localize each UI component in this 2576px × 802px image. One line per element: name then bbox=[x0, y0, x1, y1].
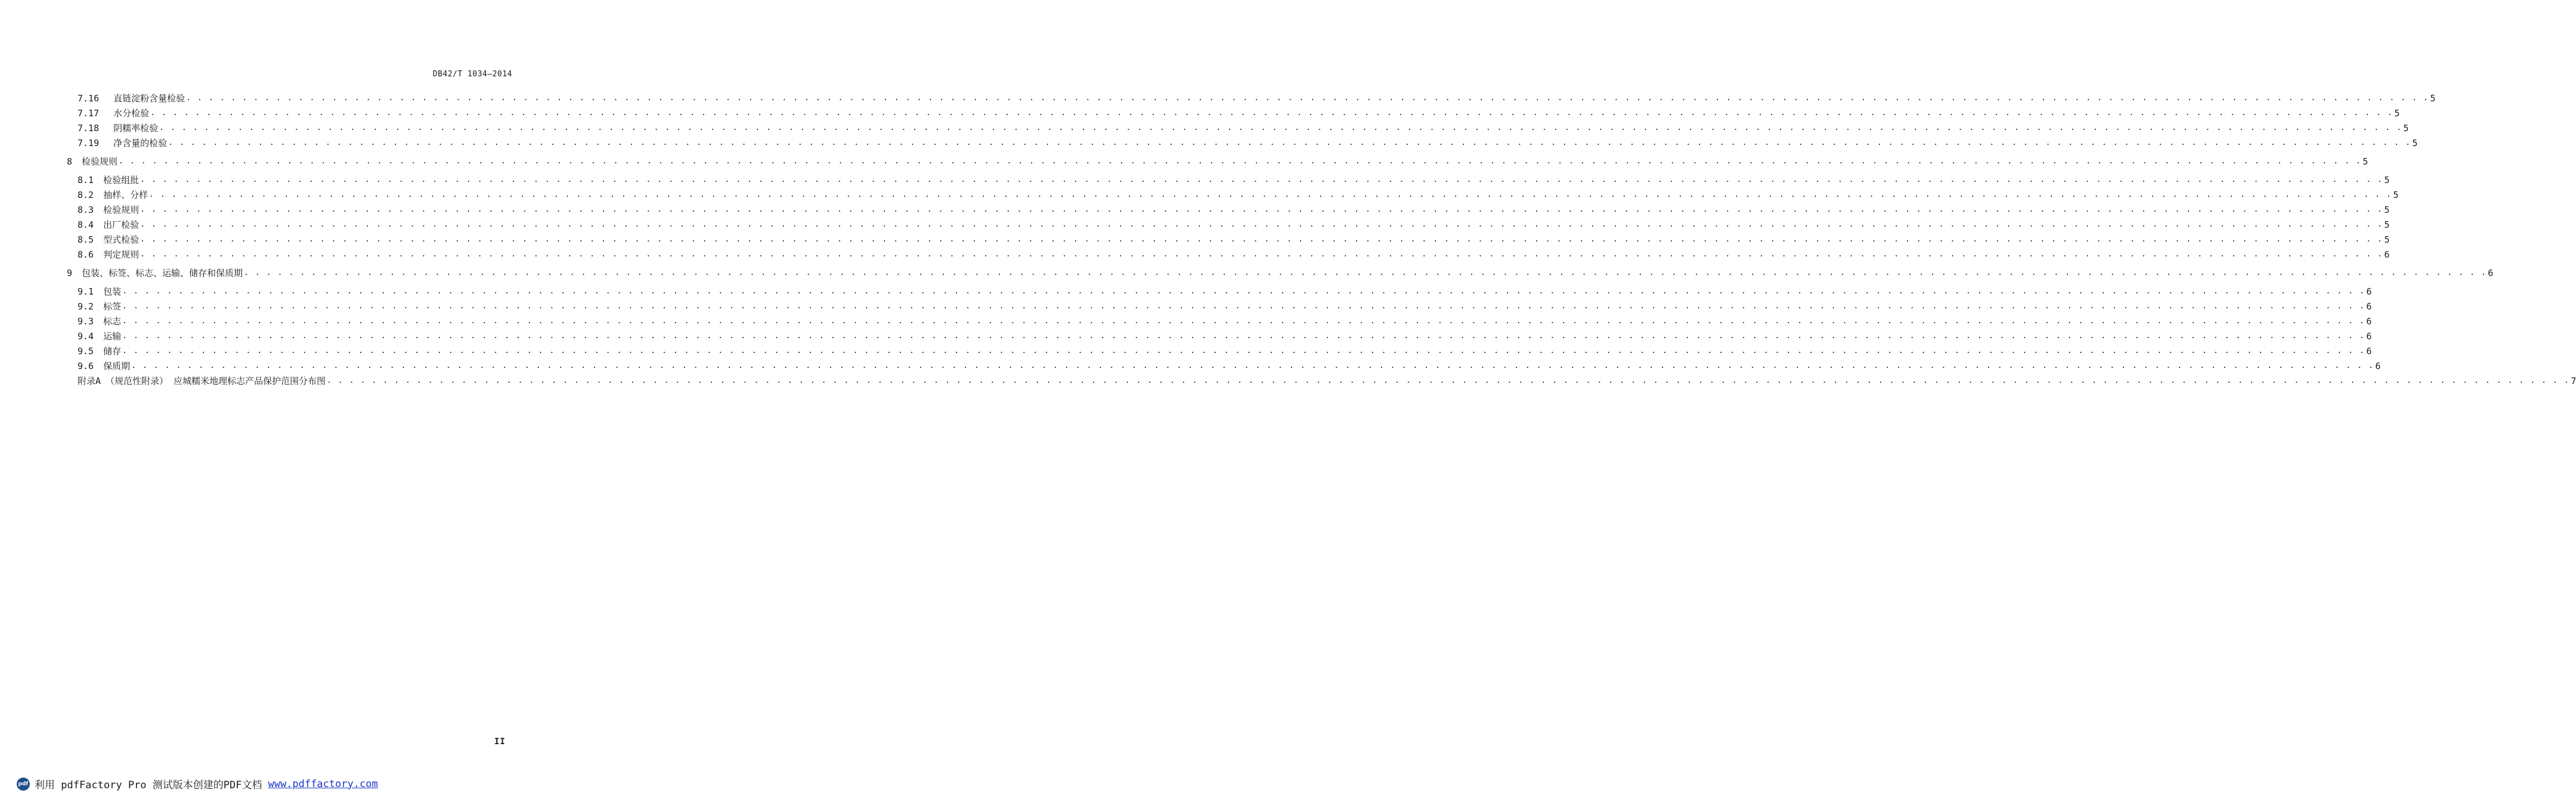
toc-number: 附录A bbox=[78, 376, 101, 386]
toc-page-number: 5 bbox=[2384, 175, 2390, 185]
toc-number: 8.4 bbox=[78, 219, 94, 230]
toc-title: 检验组批 bbox=[103, 175, 140, 185]
toc-row[interactable] bbox=[78, 248, 2390, 261]
toc-row[interactable] bbox=[78, 315, 2372, 328]
toc-leader-dots: . . . . . . . . . . . . . . . . . . . . . . . . . . . . . . . . . . . . . . . . . . . . . . . . . . . . . . . . . . . . . . . . . . . . . . . . . . . . . . . . . . . . . . . . . . . . . . . . . . . . . . . . . . . . . . . . . . . . . . . . . . . . . . . . . . . . . . . . . . . . . . . . . . . . . . . . . . . . . . . . . . . . . . . . . . . . . . . . . . . . . . . . . . . . . . . . . . . . . . . . bbox=[140, 175, 2383, 184]
toc-number: 8.1 bbox=[78, 175, 94, 185]
toc-leader-dots: . . . . . . . . . . . . . . . . . . . . . . . . . . . . . . . . . . . . . . . . . . . . . . . . . . . . . . . . . . . . . . . . . . . . . . . . . . . . . . . . . . . . . . . . . . . . . . . . . . . . . . . . . . . . . . . . . . . . . . . . . . . . . . . . . . . . . . . . . . . . . . . . . . . . . . . . . . . . . . . . . . . . . . . . . . . . . . . . . . . . . . . . . . . . . . . . . . . . . . . . bbox=[119, 157, 2362, 166]
toc-title: 包装 bbox=[103, 286, 122, 297]
toc-row[interactable] bbox=[78, 188, 2399, 202]
toc-page-number: 6 bbox=[2366, 301, 2372, 312]
toc-leader-dots: . . . . . . . . . . . . . . . . . . . . . . . . . . . . . . . . . . . . . . . . . . . . . . . . . . . . . . . . . . . . . . . . . . . . . . . . . . . . . . . . . . . . . . . . . . . . . . . . . . . . . . . . . . . . . . . . . . . . . . . . . . . . . . . . . . . . . . . . . . . . . . . . . . . . . . . . . . . . . . . . . . . . . . . . . . . . . . . . . . . . . . . . . . . . . . . . . . . . . . . . bbox=[150, 109, 2394, 117]
toc-leader-dots: . . . . . . . . . . . . . . . . . . . . . . . . . . . . . . . . . . . . . . . . . . . . . . . . . . . . . . . . . . . . . . . . . . . . . . . . . . . . . . . . . . . . . . . . . . . . . . . . . . . . . . . . . . . . . . . . . . . . . . . . . . . . . . . . . . . . . . . . . . . . . . . . . . . . . . . . . . . . . . . . . . . . . . . . . . . . . . . . . . . . . . . . . . . . . . . . . . . . . . . . bbox=[244, 268, 2487, 277]
toc-title: 净含量的检验 bbox=[113, 138, 168, 148]
toc-row[interactable] bbox=[78, 300, 2372, 313]
toc-row[interactable] bbox=[78, 122, 2409, 135]
toc-row[interactable] bbox=[78, 203, 2390, 216]
toc-page-number: 5 bbox=[2403, 123, 2409, 134]
toc-row[interactable] bbox=[78, 233, 2390, 246]
toc-page-number: 6 bbox=[2366, 346, 2372, 357]
toc-page-number: 5 bbox=[2412, 138, 2418, 148]
footer-text: 利用 pdfFactory Pro 测试版本创建的PDF文档 bbox=[35, 779, 262, 791]
toc-number: 9.6 bbox=[78, 361, 94, 371]
toc-leader-dots: . . . . . . . . . . . . . . . . . . . . . . . . . . . . . . . . . . . . . . . . . . . . . . . . . . . . . . . . . . . . . . . . . . . . . . . . . . . . . . . . . . . . . . . . . . . . . . . . . . . . . . . . . . . . . . . . . . . . . . . . . . . . . . . . . . . . . . . . . . . . . . . . . . . . . . . . . . . . . . . . . . . . . . . . . . . . . . . . . . . . . . . . . . . . . . . . . . . . . . . . bbox=[140, 205, 2383, 214]
toc-title: 型式检验 bbox=[103, 234, 140, 245]
toc-title: 出厂检验 bbox=[103, 219, 140, 230]
toc-title: （规范性附录） 应城糯米地理标志产品保护范围分布图 bbox=[106, 376, 326, 386]
toc-number: 7.17 bbox=[78, 108, 100, 119]
toc-title: 检验规则 bbox=[82, 156, 118, 167]
toc-page-number: 5 bbox=[2384, 234, 2390, 245]
toc-title: 直链淀粉含量检验 bbox=[113, 93, 185, 104]
toc-number: 7.18 bbox=[78, 123, 100, 134]
toc-leader-dots: . . . . . . . . . . . . . . . . . . . . . . . . . . . . . . . . . . . . . . . . . . . . . . . . . . . . . . . . . . . . . . . . . . . . . . . . . . . . . . . . . . . . . . . . . . . . . . . . . . . . . . . . . . . . . . . . . . . . . . . . . . . . . . . . . . . . . . . . . . . . . . . . . . . . . . . . . . . . . . . . . . . . . . . . . . . . . . . . . . . . . . . . . . . . . . . . . . . . . . . . bbox=[168, 138, 2411, 147]
toc-row[interactable] bbox=[78, 345, 2372, 358]
toc-row[interactable] bbox=[78, 360, 2381, 373]
toc-title: 储存 bbox=[103, 346, 122, 357]
toc-leader-dots: . . . . . . . . . . . . . . . . . . . . . . . . . . . . . . . . . . . . . . . . . . . . . . . . . . . . . . . . . . . . . . . . . . . . . . . . . . . . . . . . . . . . . . . . . . . . . . . . . . . . . . . . . . . . . . . . . . . . . . . . . . . . . . . . . . . . . . . . . . . . . . . . . . . . . . . . . . . . . . . . . . . . . . . . . . . . . . . . . . . . . . . . . . . . . . . . . . . . . . . . bbox=[122, 346, 2366, 355]
toc-leader-dots: . . . . . . . . . . . . . . . . . . . . . . . . . . . . . . . . . . . . . . . . . . . . . . . . . . . . . . . . . . . . . . . . . . . . . . . . . . . . . . . . . . . . . . . . . . . . . . . . . . . . . . . . . . . . . . . . . . . . . . . . . . . . . . . . . . . . . . . . . . . . . . . . . . . . . . . . . . . . . . . . . . . . . . . . . . . . . . . . . . . . . . . . . . . . . . . . . . . . . . . . bbox=[140, 235, 2383, 244]
toc-page-number: 5 bbox=[2393, 190, 2399, 200]
toc-page-number: 6 bbox=[2384, 249, 2390, 260]
toc-leader-dots: . . . . . . . . . . . . . . . . . . . . . . . . . . . . . . . . . . . . . . . . . . . . . . . . . . . . . . . . . . . . . . . . . . . . . . . . . . . . . . . . . . . . . . . . . . . . . . . . . . . . . . . . . . . . . . . . . . . . . . . . . . . . . . . . . . . . . . . . . . . . . . . . . . . . . . . . . . . . . . . . . . . . . . . . . . . . . . . . . . . . . . . . . . . . . . . . . . . . . . . . bbox=[140, 250, 2383, 259]
toc-page-number: 6 bbox=[2366, 286, 2372, 297]
toc-page-number: 5 bbox=[2384, 205, 2390, 215]
toc-number: 9.1 bbox=[78, 286, 94, 297]
toc-leader-dots: . . . . . . . . . . . . . . . . . . . . . . . . . . . . . . . . . . . . . . . . . . . . . . . . . . . . . . . . . . . . . . . . . . . . . . . . . . . . . . . . . . . . . . . . . . . . . . . . . . . . . . . . . . . . . . . . . . . . . . . . . . . . . . . . . . . . . . . . . . . . . . . . . . . . . . . . . . . . . . . . . . . . . . . . . . . . . . . . . . . . . . . . . . . . . . . . . . . . . . . . bbox=[131, 361, 2374, 370]
standard-number: DB42/T 1034—2014 bbox=[432, 70, 512, 79]
toc-page-number: 7 bbox=[2571, 376, 2576, 386]
toc-page-number: 5 bbox=[2363, 156, 2368, 167]
toc-page-number: 5 bbox=[2384, 219, 2390, 230]
toc-leader-dots: . . . . . . . . . . . . . . . . . . . . . . . . . . . . . . . . . . . . . . . . . . . . . . . . . . . . . . . . . . . . . . . . . . . . . . . . . . . . . . . . . . . . . . . . . . . . . . . . . . . . . . . . . . . . . . . . . . . . . . . . . . . . . . . . . . . . . . . . . . . . . . . . . . . . . . . . . . . . . . . . . . . . . . . . . . . . . . . . . . . . . . . . . . . . . . . . . . . . . . . . bbox=[122, 317, 2366, 326]
toc-number: 8.2 bbox=[78, 190, 94, 200]
toc-number: 9.3 bbox=[78, 316, 94, 327]
toc-title: 运输 bbox=[103, 331, 122, 342]
pdf-logo-icon: pdf bbox=[17, 778, 30, 791]
toc-title: 标签 bbox=[103, 301, 122, 312]
toc-title: 判定规则 bbox=[103, 249, 140, 260]
toc-row[interactable] bbox=[67, 267, 2494, 280]
toc-title: 标志 bbox=[103, 316, 122, 327]
toc-number: 9.5 bbox=[78, 346, 94, 357]
toc-row[interactable] bbox=[78, 137, 2418, 150]
toc-leader-dots: . . . . . . . . . . . . . . . . . . . . . . . . . . . . . . . . . . . . . . . . . . . . . . . . . . . . . . . . . . . . . . . . . . . . . . . . . . . . . . . . . . . . . . . . . . . . . . . . . . . . . . . . . . . . . . . . . . . . . . . . . . . . . . . . . . . . . . . . . . . . . . . . . . . . . . . . . . . . . . . . . . . . . . . . . . . . . . . . . . . . . . . . . . . . . . . . . . . . . . . . bbox=[140, 220, 2383, 229]
toc-page-number: 5 bbox=[2394, 108, 2400, 119]
toc-page-number: 5 bbox=[2430, 93, 2436, 104]
toc-leader-dots: . . . . . . . . . . . . . . . . . . . . . . . . . . . . . . . . . . . . . . . . . . . . . . . . . . . . . . . . . . . . . . . . . . . . . . . . . . . . . . . . . . . . . . . . . . . . . . . . . . . . . . . . . . . . . . . . . . . . . . . . . . . . . . . . . . . . . . . . . . . . . . . . . . . . . . . . . . . . . . . . . . . . . . . . . . . . . . . . . . . . . . . . . . . . . . . . . . . . . . . . bbox=[186, 94, 2429, 103]
toc-title: 抽样、分样 bbox=[103, 190, 148, 200]
toc-leader-dots: . . . . . . . . . . . . . . . . . . . . . . . . . . . . . . . . . . . . . . . . . . . . . . . . . . . . . . . . . . . . . . . . . . . . . . . . . . . . . . . . . . . . . . . . . . . . . . . . . . . . . . . . . . . . . . . . . . . . . . . . . . . . . . . . . . . . . . . . . . . . . . . . . . . . . . . . . . . . . . . . . . . . . . . . . . . . . . . . . . . . . . . . . . . . . . . . . . . . . . . . bbox=[327, 376, 2570, 385]
toc-row[interactable] bbox=[78, 285, 2372, 298]
toc-title: 水分检验 bbox=[113, 108, 150, 119]
toc-row[interactable] bbox=[78, 107, 2400, 120]
toc-number: 7.19 bbox=[78, 138, 100, 148]
footer-link[interactable]: www.pdffactory.com bbox=[268, 778, 378, 790]
toc-number: 9 bbox=[67, 268, 73, 278]
toc-number: 9.4 bbox=[78, 331, 94, 342]
page-number: II bbox=[494, 737, 506, 747]
toc-leader-dots: . . . . . . . . . . . . . . . . . . . . . . . . . . . . . . . . . . . . . . . . . . . . . . . . . . . . . . . . . . . . . . . . . . . . . . . . . . . . . . . . . . . . . . . . . . . . . . . . . . . . . . . . . . . . . . . . . . . . . . . . . . . . . . . . . . . . . . . . . . . . . . . . . . . . . . . . . . . . . . . . . . . . . . . . . . . . . . . . . . . . . . . . . . . . . . . . . . . . . . . . bbox=[159, 123, 2402, 132]
toc-page-number: 6 bbox=[2366, 331, 2372, 342]
toc-number: 7.16 bbox=[78, 93, 100, 104]
toc-row[interactable] bbox=[67, 155, 2368, 168]
toc-title: 保质期 bbox=[103, 361, 131, 371]
toc-leader-dots: . . . . . . . . . . . . . . . . . . . . . . . . . . . . . . . . . . . . . . . . . . . . . . . . . . . . . . . . . . . . . . . . . . . . . . . . . . . . . . . . . . . . . . . . . . . . . . . . . . . . . . . . . . . . . . . . . . . . . . . . . . . . . . . . . . . . . . . . . . . . . . . . . . . . . . . . . . . . . . . . . . . . . . . . . . . . . . . . . . . . . . . . . . . . . . . . . . . . . . . . bbox=[122, 302, 2366, 311]
toc-title: 检验规则 bbox=[103, 205, 140, 215]
toc-number: 8.6 bbox=[78, 249, 94, 260]
pdf-footer bbox=[17, 776, 378, 791]
toc-row[interactable] bbox=[78, 374, 2576, 388]
toc-number: 8.3 bbox=[78, 205, 94, 215]
toc-number: 8.5 bbox=[78, 234, 94, 245]
toc-row[interactable] bbox=[78, 218, 2390, 231]
toc-row[interactable] bbox=[78, 92, 2436, 105]
toc-title: 包装、标签、标志、运输、储存和保质期 bbox=[82, 268, 243, 278]
toc-title: 阴糯率检验 bbox=[113, 123, 159, 134]
toc-leader-dots: . . . . . . . . . . . . . . . . . . . . . . . . . . . . . . . . . . . . . . . . . . . . . . . . . . . . . . . . . . . . . . . . . . . . . . . . . . . . . . . . . . . . . . . . . . . . . . . . . . . . . . . . . . . . . . . . . . . . . . . . . . . . . . . . . . . . . . . . . . . . . . . . . . . . . . . . . . . . . . . . . . . . . . . . . . . . . . . . . . . . . . . . . . . . . . . . . . . . . . . . bbox=[122, 332, 2366, 340]
toc-page-number: 6 bbox=[2375, 361, 2381, 371]
toc-number: 8 bbox=[67, 156, 73, 167]
toc-page-number: 6 bbox=[2366, 316, 2372, 327]
toc-number: 9.2 bbox=[78, 301, 94, 312]
toc-page-number: 6 bbox=[2488, 268, 2494, 278]
toc-row[interactable] bbox=[78, 330, 2372, 343]
toc-leader-dots: . . . . . . . . . . . . . . . . . . . . . . . . . . . . . . . . . . . . . . . . . . . . . . . . . . . . . . . . . . . . . . . . . . . . . . . . . . . . . . . . . . . . . . . . . . . . . . . . . . . . . . . . . . . . . . . . . . . . . . . . . . . . . . . . . . . . . . . . . . . . . . . . . . . . . . . . . . . . . . . . . . . . . . . . . . . . . . . . . . . . . . . . . . . . . . . . . . . . . . . . bbox=[122, 287, 2366, 296]
toc-row[interactable] bbox=[78, 174, 2390, 187]
toc-leader-dots: . . . . . . . . . . . . . . . . . . . . . . . . . . . . . . . . . . . . . . . . . . . . . . . . . . . . . . . . . . . . . . . . . . . . . . . . . . . . . . . . . . . . . . . . . . . . . . . . . . . . . . . . . . . . . . . . . . . . . . . . . . . . . . . . . . . . . . . . . . . . . . . . . . . . . . . . . . . . . . . . . . . . . . . . . . . . . . . . . . . . . . . . . . . . . . . . . . . . . . . . bbox=[149, 190, 2392, 199]
